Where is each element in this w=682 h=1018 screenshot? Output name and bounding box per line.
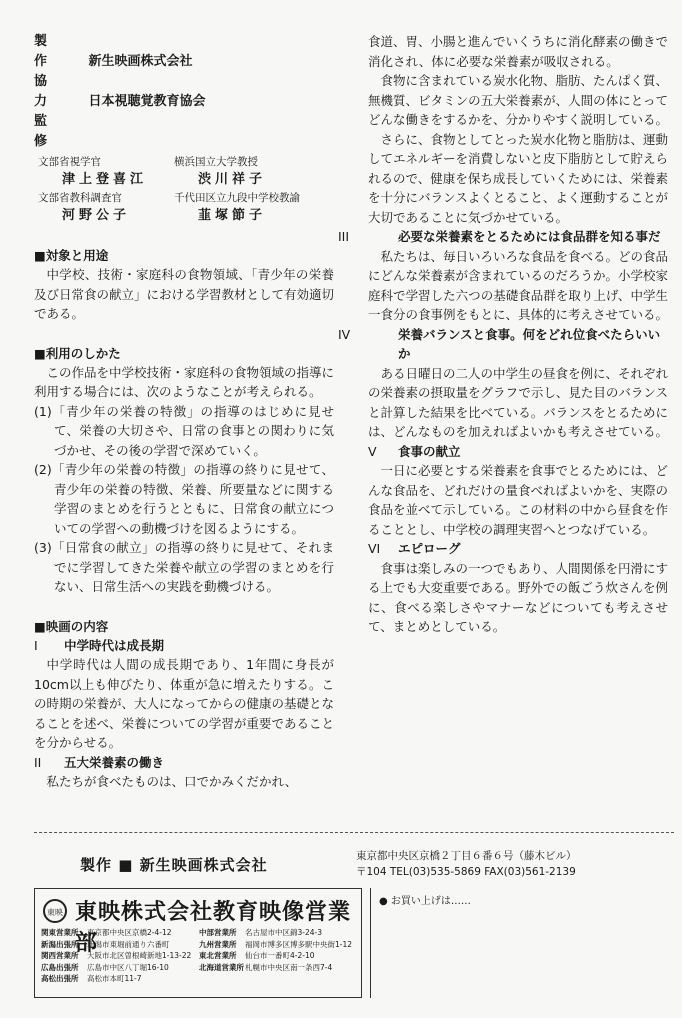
address-line: 〒104 TEL(03)535-5869 FAX(03)561-2139 — [356, 866, 576, 878]
office-list — [41, 927, 357, 985]
distributor-name: 東映株式会社教育映像営業部 — [75, 900, 352, 956]
office-entry: 関東営業所 東京都中央区京橋2-4-12 — [41, 928, 172, 937]
section-text: この作品を中学校技術・家庭科の食物領域の指導に利用する場合には、次のようなことが考えられる。 — [34, 364, 335, 399]
office-entry: 中部営業所 名古屋市中区錦3-24-3 — [199, 928, 322, 937]
subsection-text: 一日に必要とする栄養素を食事でとるためには、どんな食品を、どれだけの量食べればよいかを、実際の食品を並べて示している。この材料の中から昼食を作ることとし、中学校の調理実習へとつなげている。 — [368, 463, 669, 537]
supervisor-grid — [34, 154, 334, 226]
section-text: 中学校、技術・家庭科の食物領域、「青少年の栄養及び日常食の献立」における学習教材として有効適切である。 — [34, 267, 335, 321]
usage-item: (1)「青少年の栄養の特徴」の指導のはじめに見せて、栄養の大切さや、日常の食事との関わりに気づかせ、その後の学習で深めていく。 — [34, 403, 334, 458]
usage-section — [34, 344, 334, 597]
office-entry: 新潟出張所 新潟市東堀前通り六番町 — [41, 939, 170, 949]
credit-role: 協 力 — [34, 74, 73, 109]
left-column — [34, 32, 334, 792]
supervisor-org: 文部省視学官 — [38, 156, 101, 168]
subsection-text: 食物に含まれている炭水化物、脂肪、たんぱく質、無機質、ビタミンの五大栄養素が、人間の体にとってどんな働きをするかを、分かりやすく説明している。 — [368, 73, 669, 127]
subsection-title: I 中学時代は成長期 — [34, 637, 165, 653]
office-entry: 北海道営業所札幌市中央区南一条西7-4 — [199, 962, 333, 972]
credit-role: 製 作 — [34, 34, 73, 69]
subsection-text: 食事は楽しみの一つでもあり、人間関係を円滑にする上でも大変重要である。野外での飯ごう炊さんを例に、食べる楽しさやマナーなどについても考えさせて、まとめとしている。 — [368, 560, 669, 634]
subsection-title: II 五大栄養素の働き — [34, 754, 165, 770]
section-heading: ■対象と用途 — [34, 248, 109, 263]
subsection-title: III 必要な栄養素をとるためには食品群を知る事だ — [338, 229, 661, 244]
address-line: 東京都中央区京橋２丁目６番６号（藤木ビル） — [356, 850, 577, 862]
credit-cooperation — [34, 72, 334, 112]
subsection-text: 私たちが食べたものは、口でかみくだかれ、 — [46, 774, 298, 789]
credit-value: 日本視聴覚教育協会 — [88, 94, 206, 109]
right-column — [338, 32, 669, 637]
producer-label: 製作 ■ 新生映画株式会社 — [80, 856, 268, 874]
purchase-box — [370, 888, 675, 998]
supervisor-name: 渋川祥子 — [198, 172, 267, 187]
distributor-box — [34, 888, 362, 998]
usage-item: (3)「日常食の献立」の指導の終りに見せて、それまでに学習してきた栄養や献立の学習のまとめを行ない、日常生活への実践を動機づける。 — [34, 540, 334, 594]
office-entry: 関西営業所 大阪市北区曽根崎新地1-13-22 — [41, 951, 192, 960]
target-section — [34, 246, 334, 324]
supervisor-org: 横浜国立大学教授 — [174, 156, 258, 168]
supervisor-org: 千代田区立九段中学校教諭 — [174, 192, 300, 204]
subsection-title: V 食事の献立 — [368, 443, 461, 459]
producer-address — [356, 848, 577, 880]
office-entry: 高松出張所 高松市本町11-7 — [41, 974, 142, 983]
credits-block — [34, 32, 334, 152]
credit-production — [34, 32, 334, 72]
subsection-text: さらに、食物としてとった炭水化物と脂肪は、運動してエネルギーを消費しないと皮下脂肪として貯えられるので、健康を保ち成長していくためには、栄養素を十分にバランスよくとること、よく運動することが大切であることに気づかせている。 — [368, 131, 669, 225]
supervisor-name: 韮塚節子 — [198, 208, 267, 223]
content-section — [34, 617, 334, 792]
toei-logo-icon: 東映 — [43, 899, 67, 923]
credit-supervision — [34, 112, 334, 152]
section-heading: ■利用のしかた — [34, 345, 121, 361]
purchase-label: ● お買い上げは…… — [379, 896, 471, 907]
supervisor-name: 津上登喜江 — [62, 172, 148, 187]
subsection-title: IV 栄養バランスと食事。何をどれ位食べたらいいか — [338, 326, 661, 361]
office-entry: 東北営業所 仙台市一番町4-2-10 — [199, 951, 315, 960]
subsection-title: VI エピローグ — [368, 541, 461, 556]
supervisor-name: 河野公子 — [62, 208, 131, 223]
subsection-text: ある日曜日の二人の中学生の昼食を例に、それぞれの栄養素の摂取量をグラフで示し、見た目のバランスと計算した結果を比べている。バランスをとるためには、どんなものを加えればよいかも考えさせている。 — [368, 365, 669, 439]
subsection-text: 食道、胃、小腸と進んでいくうちに消化酵素の働きで消化され、体に必要な栄養素が吸収される。 — [368, 34, 669, 69]
usage-item: (2)「青少年の栄養の特徴」の指導の終りに見せて、青少年の栄養の特徴、栄養、所要量などに関する学習のまとめを行うとともに、日常食の献立についての学習への動機づけを図るようにする。 — [34, 462, 334, 536]
credit-role: 監 修 — [34, 114, 73, 149]
subsection-text: 中学時代は人間の成長期であり、1年間に身長が10cm以上も伸びたり、体重が急に増えたりする。この時期の栄養が、大人になってからの健康の基礎となることを述べ、栄養についての学習が重要であることを分からせる。 — [34, 657, 335, 750]
office-entry: 九州営業所 福岡市博多区博多駅中央街1-12 — [199, 939, 353, 949]
office-entry: 広島出張所 広島市中区八丁堀16-10 — [41, 962, 169, 972]
footer-divider — [34, 832, 674, 833]
credit-value: 新生映画株式会社 — [88, 54, 193, 69]
section-heading: ■映画の内容 — [34, 618, 109, 634]
subsection-text: 私たちは、毎日いろいろな食品を食べる。どの食品にどんな栄養素が含まれているのだろうか。小学校家庭科で学習した六つの基礎食品群を取り上げ、中学生一食分の食事例をもとに、具体的に考えさせている。 — [368, 248, 669, 322]
supervisor-org: 文部省教科調査官 — [38, 192, 122, 204]
